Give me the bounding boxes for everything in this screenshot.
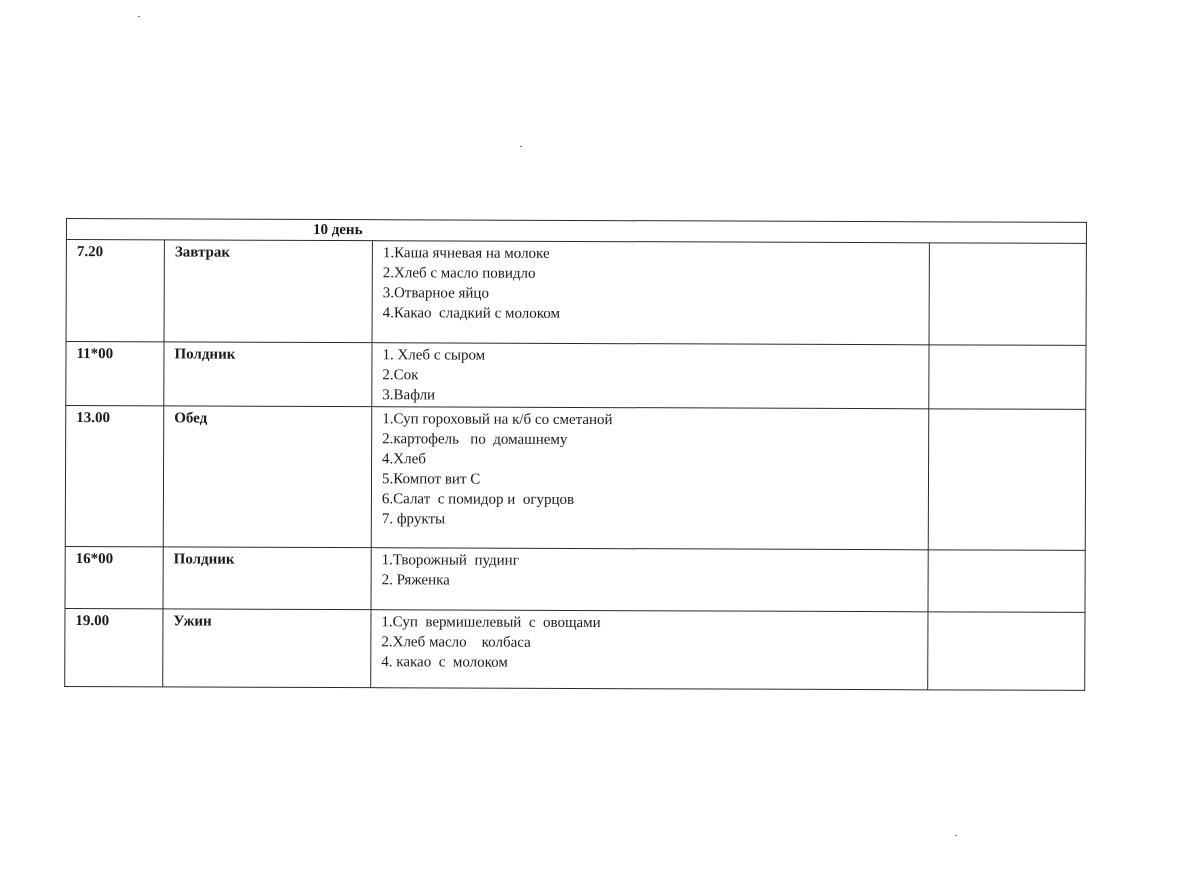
- menu-item: 2.картофель по домашнему: [382, 431, 568, 448]
- menu-item: 4.Какао сладкий с молоком: [382, 305, 561, 322]
- notes-cell: [928, 550, 1085, 613]
- meal-name: Обед: [163, 406, 372, 548]
- menu-item: 4. какао с молоком: [381, 654, 508, 671]
- meal-items: [371, 610, 928, 690]
- table-row: [66, 342, 1086, 410]
- meal-time: 11*00: [66, 342, 164, 406]
- notes-cell: [929, 243, 1086, 346]
- notes-cell: [928, 409, 1086, 551]
- menu-item: 3.Отварное яйцо: [382, 285, 490, 302]
- menu-item: 2.Хлеб масло колбаса: [381, 634, 531, 651]
- menu-item: 1.Суп гороховый на к/б со сметаной: [382, 411, 613, 429]
- menu-item: 1. Хлеб с сыром: [382, 347, 486, 364]
- meal-items: [371, 407, 929, 550]
- menu-table: [64, 218, 1087, 691]
- meal-items: [371, 548, 928, 612]
- menu-item: 7. фрукты: [381, 511, 446, 528]
- menu-item: 2.Хлеб с масло повидло: [382, 265, 536, 282]
- table-row: [66, 240, 1086, 346]
- notes-cell: [928, 612, 1085, 691]
- scan-speck: [955, 835, 957, 836]
- meal-time: 19.00: [65, 608, 163, 686]
- menu-item: 2. Ряженка: [381, 572, 450, 589]
- meal-items: [372, 241, 929, 345]
- day-title: 10 день: [66, 219, 1086, 244]
- meal-items: [372, 343, 929, 409]
- table-row: [65, 608, 1085, 690]
- menu-item: 3.Вафли: [382, 387, 436, 404]
- scan-speck: [520, 146, 522, 147]
- meal-name: Ужин: [163, 609, 371, 688]
- meal-name: Полдник: [163, 547, 371, 610]
- table-row: [65, 406, 1086, 551]
- scan-speck: [138, 16, 140, 17]
- menu-item: 4.Хлеб: [382, 451, 426, 468]
- menu-item: 5.Компот вит С: [381, 471, 481, 488]
- meal-time: 16*00: [65, 546, 163, 608]
- menu-item: 6.Салат с помидор и огурцов: [381, 491, 575, 508]
- meal-name: Завтрак: [164, 240, 372, 343]
- table-row: [65, 546, 1085, 612]
- meal-time: 13.00: [65, 406, 164, 547]
- meal-name: Полдник: [164, 342, 372, 407]
- meal-time: 7.20: [66, 240, 164, 342]
- menu-item: 1.Творожный пудинг: [381, 552, 519, 569]
- menu-item: 2.Сок: [382, 367, 419, 384]
- notes-cell: [929, 345, 1086, 410]
- menu-item: 1.Каша ячневая на молоке: [382, 245, 550, 262]
- menu-item: 1.Суп вермишелевый с овощами: [381, 614, 601, 632]
